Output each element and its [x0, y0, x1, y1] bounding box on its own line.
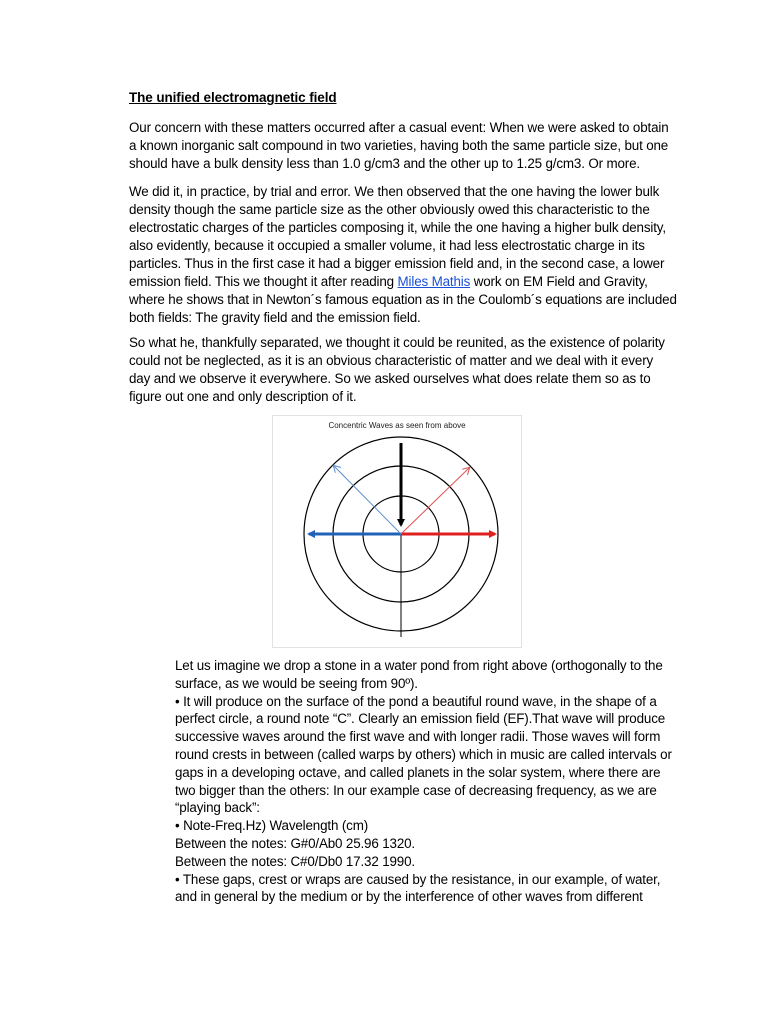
- text-line: both fields: The gravity field and the emission field.: [129, 310, 421, 325]
- text-line: particles. Thus in the first case it had a bigger emission field and, in the second case, a lower: [129, 256, 665, 271]
- concentric-waves-diagram: [272, 415, 522, 648]
- miles-mathis-link[interactable]: Miles Mathis: [397, 274, 471, 289]
- text-line: gaps in a developing octave, and called planets in the solar system, where there are: [175, 764, 661, 780]
- figure-title: Concentric Waves as seen from above: [328, 421, 466, 430]
- text-line: Let us imagine we drop a stone in a water pond from right above (orthogonally to the: [175, 658, 663, 673]
- text-line: • These gaps, crest or wraps are caused by the resistance, in our example, of water,: [175, 871, 661, 887]
- text-line: density though the same particle size as the other obviously owed this characteristic to the: [129, 202, 650, 217]
- paragraph-3: [129, 334, 669, 406]
- text-line: a known inorganic salt compound in two varieties, having both the same particle size, but one: [129, 138, 669, 153]
- text-line: figure out one and only description of it.: [129, 389, 357, 404]
- text-line: surface, as we would be seeing from 90º).: [175, 675, 418, 691]
- text-line: • It will produce on the surface of the pond a beautiful round wave, in the shape of a: [175, 693, 657, 709]
- text-line: day and we observe it everywhere. So we asked ourselves what does relate them so as to: [129, 371, 651, 386]
- text-line: Between the notes: C#0/Db0 17.32 1990.: [175, 853, 415, 869]
- lower-text-block: [175, 657, 675, 906]
- text-fragment: emission field. This we thought it after reading: [129, 274, 398, 289]
- text-line: successive waves around the first wave and with longer radii. Those waves will form: [175, 729, 661, 745]
- text-line-with-link: [129, 273, 669, 291]
- text-line: Our concern with these matters occurred after a casual event: When we were asked to obtain: [129, 120, 669, 135]
- text-line: So what he, thankfully separated, we thought it could be reunited, as the existence of polarity: [129, 335, 665, 350]
- text-line: We did it, in practice, by trial and error. We then observed that the one having the lower bulk: [129, 184, 660, 199]
- text-line: should have a bulk density less than 1.0 g/cm3 and the other up to 1.25 g/cm3. Or more.: [129, 156, 640, 171]
- paragraph-2: [129, 183, 677, 327]
- text-fragment: work on EM Field and Gravity,: [470, 274, 648, 289]
- text-line: two bigger than the others: In our example case of decreasing frequency, as we are: [175, 782, 657, 798]
- text-line: and in general by the medium or by the interference of other waves from different: [175, 889, 643, 905]
- text-line: also evidently, because it occupied a smaller volume, it had less electrostatic charge in its: [129, 238, 645, 253]
- paragraph-1: [129, 119, 669, 173]
- text-line: electrostatic charges of the particles composing it, while the one having a higher bulk density,: [129, 220, 666, 235]
- text-line: • Note-Freq.Hz) Wavelength (cm): [175, 818, 369, 834]
- page-title: The unified electromagnetic field: [129, 90, 337, 105]
- figure-border: [273, 416, 522, 648]
- text-line: perfect circle, a round note “C”. Clearly an emission field (EF).That wave will produce: [175, 711, 666, 727]
- text-line: could not be neglected, as it is an obvious characteristic of matter and we deal with it every: [129, 353, 654, 368]
- text-line: Between the notes: G#0/Ab0 25.96 1320.: [175, 835, 415, 851]
- concentric-waves-figure: [272, 415, 522, 648]
- text-line: where he shows that in Newton´s famous equation as in the Coulomb´s equations are included: [129, 292, 677, 307]
- text-line: round crests in between (called warps by others) which in music are called intervals or: [175, 746, 672, 762]
- text-line: “playing back”:: [175, 800, 260, 816]
